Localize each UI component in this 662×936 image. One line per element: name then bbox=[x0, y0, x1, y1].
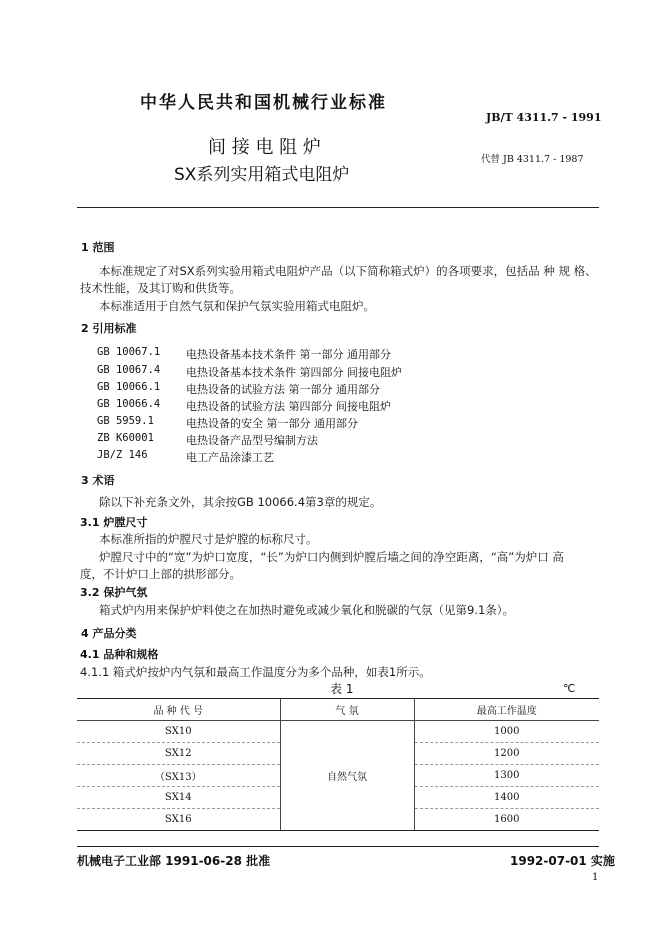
doc-title-line2: SX系列实用箱式电阻炉 bbox=[174, 165, 350, 185]
section-1-para-1b: 技术性能，及其订购和供货等。 bbox=[80, 281, 241, 295]
table-caption: 表 1 bbox=[330, 682, 354, 696]
header-atmosphere: 气 氛 bbox=[280, 699, 414, 721]
ref-code: GB 10066.1 bbox=[97, 381, 161, 393]
max-temp: 1300 bbox=[414, 765, 599, 787]
header-rule bbox=[77, 207, 599, 208]
section-3-2-para: 箱式炉内用来保护炉料使之在加热时避免或减少氧化和脱碳的气氛（见第9.1条）。 bbox=[99, 603, 515, 617]
table-1 bbox=[77, 698, 599, 831]
max-temp: 1400 bbox=[414, 787, 599, 809]
section-1-para-2: 本标准适用于自然气氛和保护气氛实验用箱式电阻炉。 bbox=[99, 299, 375, 313]
ref-code: GB 10067.1 bbox=[97, 346, 161, 358]
ref-code: GB 10067.4 bbox=[97, 364, 161, 376]
ref-desc: 电热设备产品型号编制方法 bbox=[186, 434, 318, 447]
section-3-heading: 3 术语 bbox=[81, 474, 115, 487]
section-4-heading: 4 产品分类 bbox=[81, 627, 137, 640]
ref-desc: 电热设备基本技术条件 第一部分 通用部分 bbox=[186, 348, 391, 361]
section-3-1-heading: 3.1 炉膛尺寸 bbox=[80, 516, 148, 529]
table-row bbox=[77, 721, 599, 743]
standard-category: 中华人民共和国机械行业标准 bbox=[140, 93, 387, 113]
max-temp: 1200 bbox=[414, 743, 599, 765]
section-1-heading: 1 范围 bbox=[81, 241, 115, 254]
header-max-temp: 最高工作温度 bbox=[414, 699, 599, 721]
product-code: SX12 bbox=[77, 743, 280, 765]
ref-code: GB 5959.1 bbox=[97, 415, 154, 427]
product-code: SX16 bbox=[77, 809, 280, 831]
footer-rule bbox=[77, 846, 599, 847]
table-header-row bbox=[77, 699, 599, 721]
standard-number: JB/T 4311.7 - 1991 bbox=[486, 111, 602, 124]
ref-desc: 电热设备的试验方法 第一部分 通用部分 bbox=[186, 383, 380, 396]
section-3-1-para-2a: 炉膛尺寸中的“宽”为炉口宽度，“长”为炉口内侧到炉膛后墙之间的净空距离，“高”为炉口 高 bbox=[99, 550, 564, 564]
effective-date: 1992-07-01 实施 bbox=[510, 854, 615, 868]
ref-code: GB 10066.4 bbox=[97, 398, 161, 410]
product-code: （SX13） bbox=[77, 765, 280, 787]
replaces-standard: 代替 JB 4311.7 - 1987 bbox=[481, 154, 584, 165]
section-4-1-heading: 4.1 品种和规格 bbox=[80, 648, 159, 661]
atmosphere-cell: 自然气氛 bbox=[280, 721, 414, 831]
section-4-1-1-para: 4.1.1 箱式炉按炉内气氛和最高工作温度分为多个品种，如表1所示。 bbox=[80, 665, 431, 679]
doc-title-line1: 间 接 电 阻 炉 bbox=[208, 137, 321, 158]
ref-desc: 电热设备的试验方法 第四部分 间接电阻炉 bbox=[186, 400, 391, 413]
table-unit: ℃ bbox=[563, 682, 576, 695]
max-temp: 1600 bbox=[414, 809, 599, 831]
section-3-1-para-2b: 度，不计炉口上部的拱形部分。 bbox=[80, 567, 241, 581]
product-code: SX10 bbox=[77, 721, 280, 743]
approval-line: 机械电子工业部 1991-06-28 批准 bbox=[77, 854, 271, 868]
ref-desc: 电热设备的安全 第一部分 通用部分 bbox=[186, 417, 358, 430]
ref-code: ZB K60001 bbox=[97, 432, 154, 444]
product-code: SX14 bbox=[77, 787, 280, 809]
ref-desc: 电工产品涂漆工艺 bbox=[186, 451, 274, 464]
max-temp: 1000 bbox=[414, 721, 599, 743]
header-product-code: 品 种 代 号 bbox=[77, 699, 280, 721]
page-number: 1 bbox=[592, 872, 599, 883]
ref-code: JB/Z 146 bbox=[97, 449, 148, 461]
section-3-2-heading: 3.2 保护气氛 bbox=[80, 586, 148, 599]
section-3-1-para-1: 本标准所指的炉膛尺寸是炉膛的标称尺寸。 bbox=[99, 532, 318, 546]
ref-desc: 电热设备基本技术条件 第四部分 间接电阻炉 bbox=[186, 366, 402, 379]
section-3-para: 除以下补充条文外，其余按GB 10066.4第3章的规定。 bbox=[99, 495, 382, 509]
section-1-para-1a: 本标准规定了对SX系列实验用箱式电阻炉产品（以下简称箱式炉）的各项要求，包括品 种 规 格、 bbox=[99, 264, 597, 278]
section-2-heading: 2 引用标准 bbox=[81, 322, 137, 335]
